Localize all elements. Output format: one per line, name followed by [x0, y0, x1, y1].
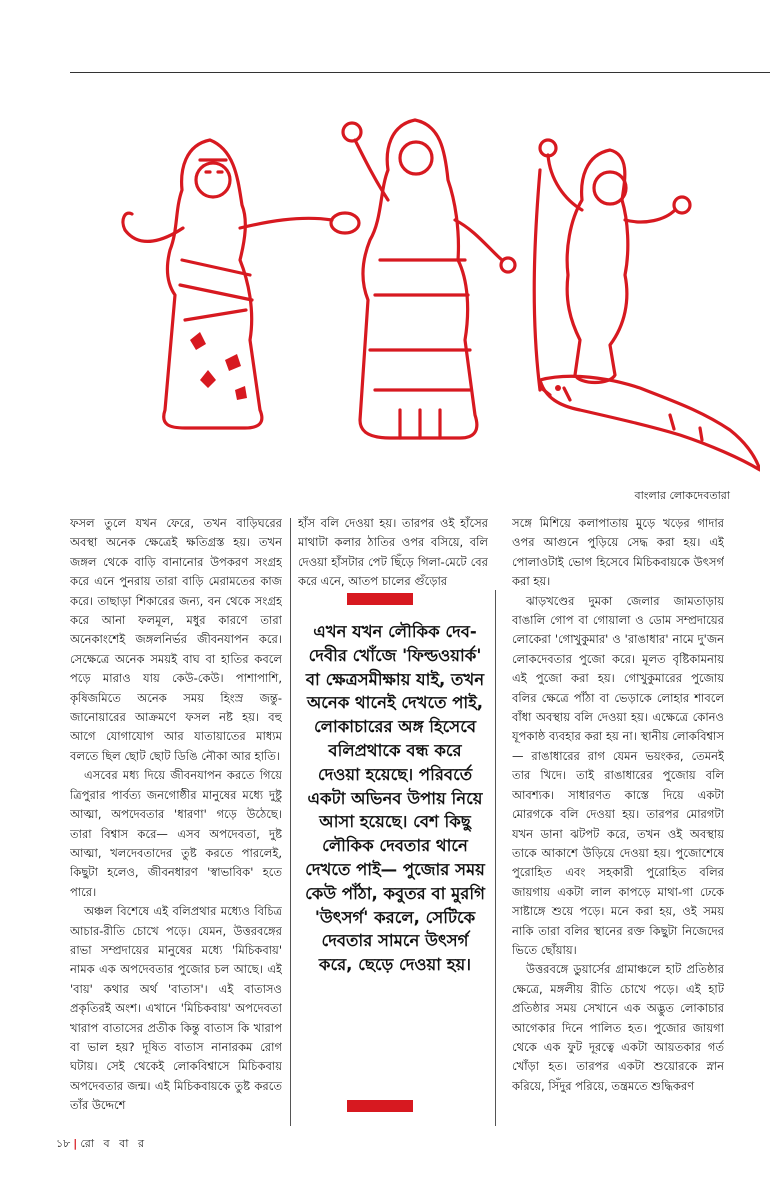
- paragraph: সঙ্গে মিশিয়ে কলাপাতায় মুড়ে খড়ের গাদার ওপর আগুনে পুড়িয়ে সেদ্ধ করা হয়। এই পোলাওটাই ভোগ হিসেবে মিচিকবায়কে উৎসর্গ করা হয়।: [512, 516, 724, 589]
- page-number: ১৮: [56, 1137, 71, 1150]
- article-column-middle: [298, 514, 488, 590]
- goddess-figure-center: [343, 120, 515, 438]
- goddess-figure-left: [123, 140, 359, 428]
- article-column-left: [70, 514, 282, 1124]
- column-divider: [495, 590, 496, 1126]
- page-footer: [56, 1135, 147, 1154]
- paragraph: অঞ্চল বিশেষে এই বলিপ্রথার মধ্যেও বিচিত্র আচার-রীতি চোখে পড়ে। যেমন, উত্তরবঙ্গের রাভা সম্প্রদায়ের মানুষের মধ্যে 'মিচিকবায়' নামক এক অপদেবতার পুজোর চল আছে। এই 'বায়' কথার অর্থ 'বাতাস'। এই বাতাসও প্রকৃতিরই অংশ। এখানে 'মিচিকবায়' অপদেবতা খারাপ বাতাসের প্রতীক কিন্তু বাতাস কি খারাপ বা ভাল হয়? দূষিত বাতাস নানারকম রোগ ঘটায়। সেই থেকেই লোকবিশ্বাসে মিচিকবায় অপদেবতার জন্ম। এই মিচিকবায়কে তুষ্ট করতে তাঁর উদ্দেশে: [70, 904, 282, 1113]
- illustration-caption: বাংলার লোকদেবতারা: [634, 489, 730, 502]
- paragraph: এসবের মধ্য দিয়ে জীবনযাপন করতে গিয়ে ত্রিপুরার পার্বত্য জনগোষ্ঠীর মানুষের মধ্যে দুষ্টু আত্মা, অপদেবতার 'ধারণা' গড়ে উঠেছে। তারা বিশ্বাস করে— এসব অপদেবতা, দুষ্ট আত্মা, খলদেবতাদের তুষ্ট করতে পারলেই, কিছুটা হলেও, জীবনধারণ 'স্বাভাবিক' হতে পারে।: [70, 768, 282, 899]
- paragraph: ফসল তুলে যখন ফেরে, তখন বাড়িঘরের অবস্থা অনেক ক্ষেত্রেই ক্ষতিগ্রস্ত হয়। তখন জঙ্গল থেকে বাড়ি বানানোর উপকরণ সংগ্রহ করে এনে পুনরায় তারা বাড়ি মেরামতের কাজ করে। তাছাড়া শিকারের জন্য, বন থেকে সংগ্রহ করে আনা ফলমূল, মধুর কারণে তারা অনেকাংশেই জঙ্গলনির্ভর জীবনযাপন করে। সেক্ষেত্রে অনেক সময়ই বাঘ বা হাতির কবলে পড়ে মারাও যায় কেউ-কেউ। পাশাপাশি, কৃষিজমিতে অনেক সময় হিংস্র জন্তু-জানোয়ারের আক্রমণে ফসল নষ্ট হয়। বহু আগে যোগাযোগ আর যাতায়াতের মাধ্যম বলতে ছিল ছোট ছোট ডিঙি নৌকা আর হাতি।: [70, 516, 282, 763]
- magazine-name: রো ব বা র: [80, 1137, 147, 1150]
- column-divider: [290, 518, 291, 1126]
- paragraph: হাঁস বলি দেওয়া হয়। তারপর ওই হাঁসের মাথাটা কলার ঠাতির ওপর বসিয়ে, বলি দেওয়া হাঁসটার পেট ছিঁড়ে গিলা-মেটে বের করে এনে, আতপ চালের গুঁড়োর: [298, 516, 488, 589]
- top-rule: [70, 72, 770, 73]
- deity-on-crocodile-right: [534, 140, 760, 470]
- pull-quote-bar-top: [347, 593, 413, 605]
- pull-quote: এখন যখন লৌকিক দেব-দেবীর খোঁজে 'ফিল্ডওয়ার্ক' বা ক্ষেত্রসমীক্ষায় যাই, তখন অনেক থানেই দেখতে পাই, লোকাচারের অঙ্গ হিসেবে বলিপ্রথাকে বন্ধ করে দেওয়া হয়েছে। পরিবর্তে একটা অভিনব উপায় নিয়ে আসা হয়েছে। বেশ কিছু লৌকিক দেবতার থানে দেখতে পাই— পুজোর সময় কেউ পাঁঠা, কবুতর বা মুরগি 'উৎসর্গ' করলে, সেটিকে দেবতার সামনে উৎসর্গ করে, ছেড়ে দেওয়া হয়।: [305, 622, 485, 975]
- paragraph: ঝাড়খণ্ডের দুমকা জেলার জামতাড়ায় বাঙালি গোপ বা গোয়ালা ও ডোম সম্প্রদায়ের লোকেরা 'গোখুকুমার' ও 'রাঙাধার' নামে দু'জন লোকদেবতার পুজো করে। মূলত বৃষ্টিকামনায় এই পুজো করা হয়। গোখুকুমারের পুজোয় বলির ক্ষেত্রে পাঁঠা বা ভেড়াকে লোহার শাবলে বাঁধা অবস্থায় বলি দেওয়া হয়। এক্ষেত্রে কোনও যূপকাষ্ঠ ব্যবহার করা হয় না। স্থানীয় লোকবিশ্বাস— রাঙাধারের রাগ যেমন ভয়ংকর, তেমনই তার খিদে। তাই রাঙাধারের পুজোয় বলি আবশ্যক। সাধারণত কাস্তে দিয়ে একটা মোরগকে বলি দেওয়া হয়। তারপর মোরগটা যখন ডানা ঝটপট করে, তখন ওই অবস্থায় তাকে আকাশে উড়িয়ে দেওয়া হয়। পুজোশেষে পুরোহিত এবং সহকারী পুরোহিত বলির জায়গায় একটা লাল কাপড়ে মাথা-গা ঢেকে সাষ্টাঙ্গে শুয়ে পড়ে। মনে করা হয়, ওই সময় নাকি তারা বলির স্থানের রক্ত কিছুটা নিজেদের ভিতে ছোঁয়ায়।: [512, 593, 724, 957]
- paragraph: উত্তরবঙ্গে ডুয়ার্সের গ্রামাঞ্চলে হাট প্রতিষ্ঠার ক্ষেত্রে, মঙ্গলীয় রীতি চোখে পড়ে। এই হাট প্রতিষ্ঠার সময় সেখানে এক অদ্ভুত লোকাচার আগেকার দিনে পালিত হত। পুজোর জায়গা থেকে এক ফুট দূরত্বে একটা আয়তকার গর্ত খোঁড়া হত। তারপর একটা শুয়োরকে স্নান করিয়ে, সিঁদুর পরিয়ে, তন্ত্রমতে শুদ্ধিকরণ: [512, 962, 724, 1093]
- pull-quote-bar-bottom: [347, 1100, 413, 1112]
- folk-deities-illustration: [70, 110, 760, 490]
- article-column-right: [512, 514, 724, 1124]
- footer-separator: |: [73, 1137, 78, 1150]
